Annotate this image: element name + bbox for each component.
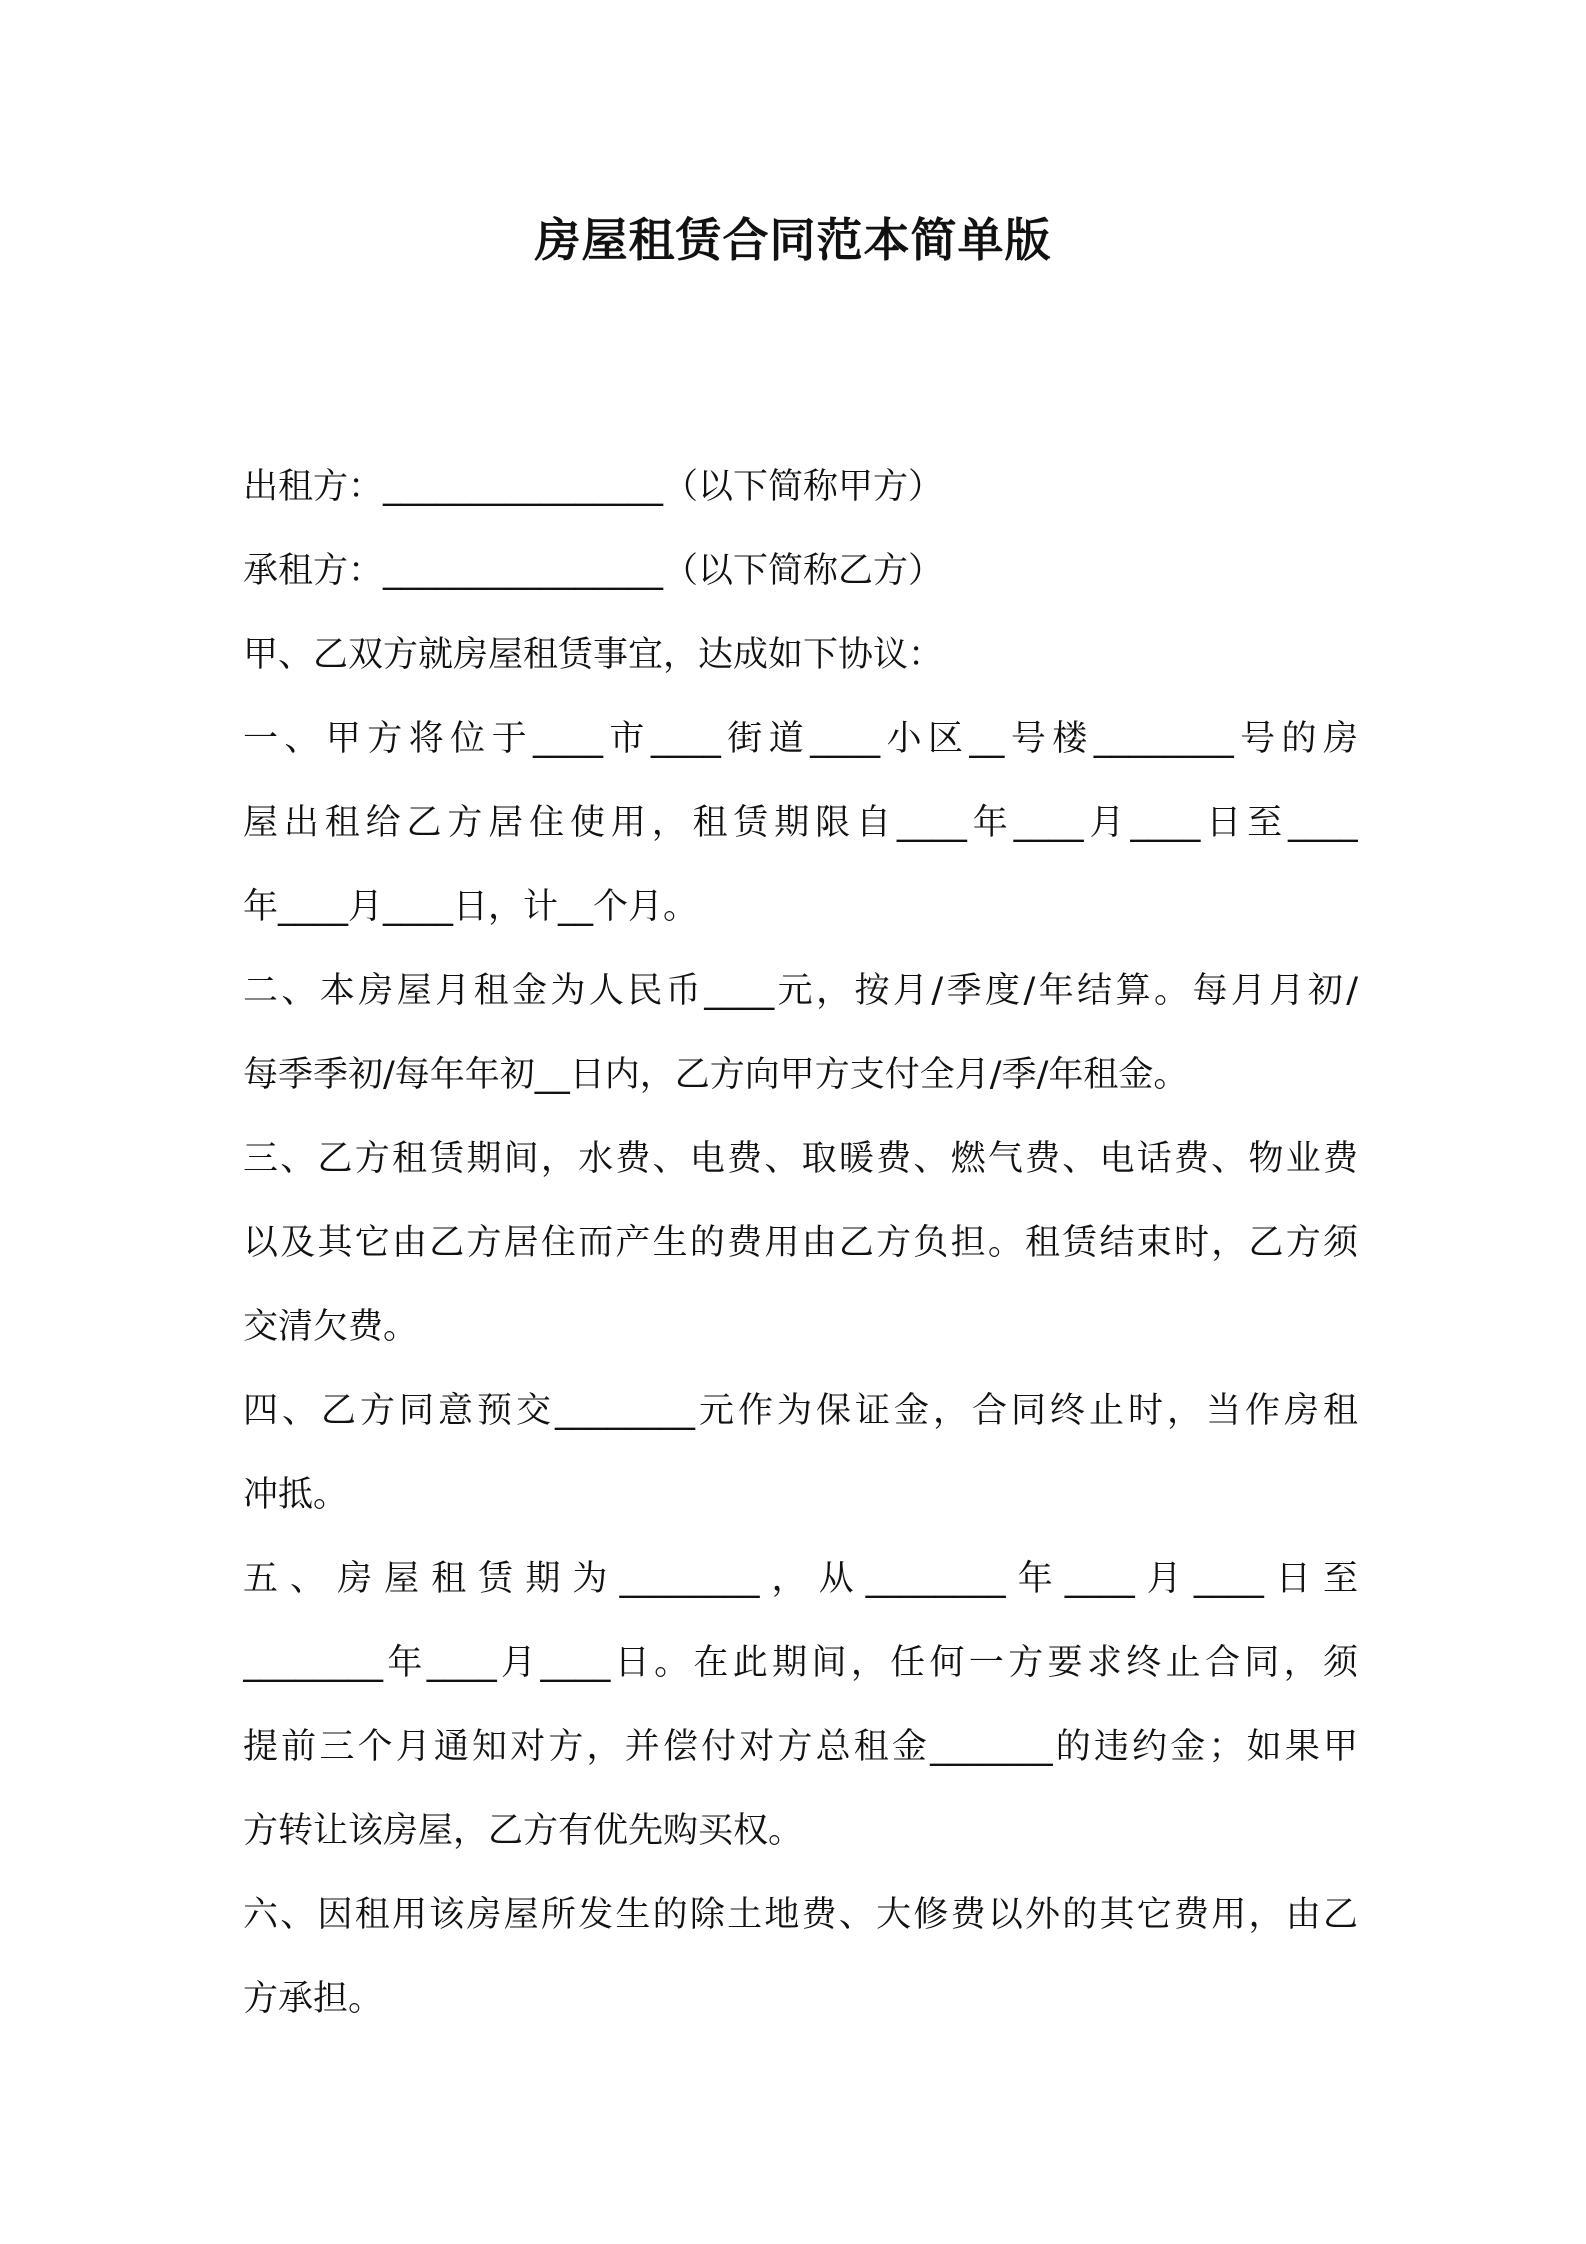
clause-4-line-1: 四、乙方同意预交________元作为保证金，合同终止时，当作房租 — [243, 1391, 1358, 1431]
agreement-intro: 甲、乙双方就房屋租赁事宜，达成如下协议： — [243, 635, 944, 675]
clause-1-line-3: 年____月____日，计__个月。 — [243, 887, 699, 927]
clause-2-line-1: 二、本房屋月租金为人民币____元，按月/季度/年结算。每月月初/ — [243, 971, 1358, 1011]
contract-body — [243, 445, 1358, 2041]
clause-1-line-2: 屋出租给乙方居住使用，租赁期限自____年____月____日至____ — [243, 803, 1358, 843]
clause-5-line-1: 五、房屋租赁期为________，从________年____月____日至 — [243, 1559, 1358, 1599]
lessee-line: 承租方：________________（以下简称乙方） — [243, 551, 944, 591]
document-title: 房屋租赁合同范本简单版 — [534, 213, 1052, 267]
clause-2-line-2: 每季季初/每年年初__日内，乙方向甲方支付全月/季/年租金。 — [243, 1055, 1189, 1095]
clause-6-line-2: 方承担。 — [243, 1979, 384, 2019]
lessor-line: 出租方：________________（以下简称甲方） — [243, 467, 944, 507]
clause-6-line-1: 六、因租用该房屋所发生的除土地费、大修费以外的其它费用，由乙 — [243, 1895, 1358, 1935]
clause-3-line-3: 交清欠费。 — [243, 1307, 419, 1347]
clause-5-line-3: 提前三个月通知对方，并偿付对方总租金_______的违约金；如果甲 — [243, 1727, 1358, 1767]
clause-5-line-4: 方转让该房屋，乙方有优先购买权。 — [243, 1811, 804, 1851]
clause-4-line-2: 冲抵。 — [243, 1475, 349, 1515]
clause-3-line-2: 以及其它由乙方居住而产生的费用由乙方负担。租赁结束时，乙方须 — [243, 1223, 1358, 1263]
clause-5-line-2: ________年____月____日。在此期间，任何一方要求终止合同，须 — [243, 1643, 1358, 1683]
clause-3-line-1: 三、乙方租赁期间，水费、电费、取暖费、燃气费、电话费、物业费 — [243, 1139, 1358, 1179]
clause-1-line-1: 一、甲方将位于____市____街道____小区__号楼________号的房 — [243, 719, 1358, 759]
